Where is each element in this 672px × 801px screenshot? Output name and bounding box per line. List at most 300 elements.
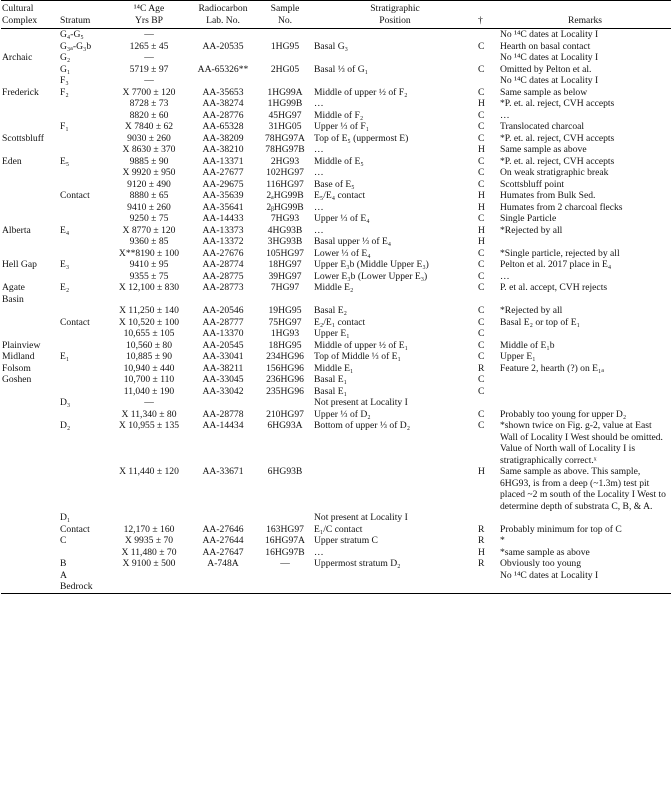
cell-stratum bbox=[59, 248, 109, 260]
cell-age: 9410 ± 95 bbox=[129, 259, 169, 270]
cell-stratigraphic-position: Middle E₂ bbox=[314, 282, 354, 293]
table-row bbox=[1, 558, 671, 570]
table-row bbox=[1, 144, 671, 156]
cell-remarks: *Rejected by all bbox=[500, 224, 563, 236]
cell-stratum bbox=[59, 167, 109, 179]
cell-stratigraphic-position: Middle E₁ bbox=[314, 362, 354, 374]
cell-stratum bbox=[59, 386, 109, 398]
cell-cultural-complex: Basin bbox=[2, 293, 24, 305]
cell-cultural-complex bbox=[1, 409, 59, 421]
cell-stratigraphic-position: Basal E₁ bbox=[314, 385, 347, 397]
cell-remarks: Probably minimum for top of C bbox=[500, 523, 622, 535]
cell-stratum: D₁ bbox=[60, 512, 71, 523]
table-row bbox=[1, 409, 671, 421]
cell-remarks: Humates from Bulk Sed. bbox=[500, 190, 596, 201]
cell-lab-no bbox=[189, 397, 257, 409]
cell-remarks: Upper E₁ bbox=[500, 351, 536, 362]
cell-sample-no: 4HG93B bbox=[267, 224, 303, 236]
cell-stratum: Contact bbox=[60, 190, 90, 201]
cell-remarks bbox=[499, 236, 671, 248]
cell-stratigraphic-position: Upper ⅓ of E₄ bbox=[314, 213, 370, 224]
table-row bbox=[1, 236, 671, 248]
cell-sample-no: 6HG93B bbox=[267, 466, 303, 477]
cell-remarks bbox=[499, 374, 671, 386]
cell-stratigraphic-position: Uppermost stratum D₂ bbox=[314, 558, 401, 569]
table-row bbox=[1, 41, 671, 53]
table-row bbox=[1, 317, 671, 329]
table-row bbox=[1, 179, 671, 191]
cell-dagger: C bbox=[478, 408, 485, 420]
cell-lab-no: AA-28777 bbox=[202, 316, 244, 328]
cell-cultural-complex: Agate bbox=[2, 282, 25, 293]
table-row bbox=[1, 547, 671, 559]
cell-cultural-complex bbox=[1, 558, 59, 570]
cell-age: X 10,955 ± 135 bbox=[118, 420, 180, 431]
col-stratum: Stratum bbox=[59, 1, 109, 29]
cell-stratum: E₁ bbox=[60, 351, 70, 362]
table-row bbox=[1, 512, 671, 524]
cell-stratum bbox=[59, 340, 109, 352]
cell-lab-no: AA-27647 bbox=[202, 546, 244, 558]
cell-sample-no bbox=[257, 581, 313, 593]
col-age: ¹⁴C Age Yrs BP bbox=[109, 1, 189, 29]
cell-cultural-complex: Frederick bbox=[2, 86, 39, 98]
cell-dagger: C bbox=[478, 167, 485, 178]
cell-dagger: R bbox=[478, 362, 485, 374]
cell-remarks: Middle of E₁b bbox=[500, 339, 555, 351]
cell-lab-no bbox=[189, 75, 257, 87]
cell-lab-no: AA-14433 bbox=[202, 213, 244, 224]
cell-age: X 11,340 ± 80 bbox=[121, 408, 177, 420]
cell-dagger: C bbox=[478, 374, 485, 385]
cell-sample-no: 105HG97 bbox=[266, 247, 304, 259]
cell-dagger: R bbox=[478, 558, 485, 569]
table-row bbox=[1, 156, 671, 168]
cell-dagger bbox=[477, 294, 499, 306]
cell-cultural-complex bbox=[1, 41, 59, 53]
cell-stratigraphic-position: Basal E₂ bbox=[314, 305, 347, 316]
cell-lab-no: AA-33041 bbox=[202, 351, 244, 362]
table-row bbox=[1, 167, 671, 179]
cell-dagger: C bbox=[478, 247, 485, 259]
cell-dagger bbox=[477, 512, 499, 524]
col-dagger: † bbox=[477, 1, 499, 29]
cell-lab-no: AA-20545 bbox=[202, 339, 244, 351]
cell-age: X 9100 ± 500 bbox=[122, 558, 176, 569]
cell-stratum bbox=[59, 547, 109, 559]
radiocarbon-table bbox=[1, 0, 671, 594]
cell-cultural-complex bbox=[1, 121, 59, 133]
cell-sample-no: 18HG95 bbox=[268, 339, 302, 351]
cell-remarks bbox=[499, 397, 671, 409]
cell-stratum: E₄ bbox=[60, 224, 70, 236]
table-row bbox=[1, 75, 671, 87]
cell-lab-no: AA-35639 bbox=[202, 190, 244, 201]
cell-cultural-complex bbox=[1, 75, 59, 87]
cell-sample-no: 16HG97B bbox=[265, 546, 305, 558]
cell-stratigraphic-position: … bbox=[314, 224, 324, 236]
cell-age: 9410 ± 260 bbox=[127, 201, 171, 213]
cell-stratum bbox=[59, 294, 109, 306]
cell-remarks: Translocated charcoal bbox=[500, 121, 585, 132]
cell-remarks bbox=[499, 512, 671, 524]
cell-remarks bbox=[499, 294, 671, 306]
cell-stratigraphic-position: Top of Middle ⅓ of E₁ bbox=[314, 351, 401, 362]
cell-remarks: *same sample as above bbox=[500, 546, 590, 558]
cell-remarks: *Single particle, rejected by all bbox=[500, 247, 620, 259]
cell-stratigraphic-position: Not present at Locality I bbox=[314, 512, 408, 523]
cell-cultural-complex bbox=[1, 271, 59, 283]
cell-sample-no: 75HG97 bbox=[268, 316, 302, 328]
table-row bbox=[1, 581, 671, 593]
cell-age: 10,940 ± 440 bbox=[123, 362, 175, 374]
cell-cultural-complex bbox=[1, 305, 59, 317]
cell-sample-no: 7HG93 bbox=[270, 213, 300, 224]
cell-lab-no: AA-38209 bbox=[202, 132, 244, 144]
cell-stratum: Contact bbox=[60, 523, 90, 535]
cell-sample-no: 102HG97 bbox=[266, 167, 304, 178]
cell-stratum bbox=[59, 144, 109, 156]
cell-stratum bbox=[59, 110, 109, 122]
cell-lab-no: AA-13370 bbox=[202, 328, 244, 339]
cell-age: X 12,100 ± 830 bbox=[118, 282, 180, 293]
cell-lab-no: AA-20535 bbox=[202, 40, 244, 52]
cell-stratigraphic-position: Upper ⅓ of D₂ bbox=[314, 408, 371, 420]
table-row bbox=[1, 535, 671, 547]
cell-age bbox=[109, 294, 189, 306]
cell-remarks: *P. et. al. reject, CVH accepts bbox=[500, 132, 615, 144]
cell-stratum bbox=[59, 271, 109, 283]
cell-cultural-complex bbox=[1, 466, 59, 512]
cell-cultural-complex bbox=[1, 167, 59, 179]
cell-stratigraphic-position: E₅/E₄ contact bbox=[314, 190, 366, 201]
table-row bbox=[1, 524, 671, 536]
cell-lab-no: AA-33671 bbox=[202, 466, 244, 477]
cell-dagger: H bbox=[478, 224, 485, 236]
cell-remarks: Hearth on basal contact bbox=[500, 40, 591, 52]
table-row bbox=[1, 87, 671, 99]
cell-lab-no: AA-29675 bbox=[202, 178, 244, 190]
cell-age: X 7700 ± 120 bbox=[122, 86, 176, 98]
cell-remarks bbox=[499, 581, 671, 593]
cell-age: X 9935 ± 70 bbox=[124, 535, 174, 546]
cell-stratum: E₃ bbox=[60, 259, 70, 270]
cell-remarks: Same sample as below bbox=[500, 86, 588, 98]
cell-remarks: Single Particle bbox=[500, 213, 557, 224]
cell-dagger: C bbox=[478, 121, 485, 132]
cell-dagger: C bbox=[478, 351, 485, 362]
table-row bbox=[1, 133, 671, 145]
cell-stratigraphic-position bbox=[313, 52, 477, 64]
cell-cultural-complex bbox=[1, 581, 59, 593]
cell-cultural-complex bbox=[1, 512, 59, 524]
table-row bbox=[1, 328, 671, 340]
cell-age bbox=[109, 581, 189, 593]
cell-sample-no: 2ₐHG99B bbox=[266, 190, 304, 201]
cell-remarks: … bbox=[500, 270, 510, 282]
cell-dagger: C bbox=[478, 339, 485, 351]
cell-stratum: G₄-G₅ bbox=[60, 29, 84, 40]
cell-age: X 11,480 ± 70 bbox=[121, 546, 177, 558]
cell-dagger bbox=[477, 75, 499, 87]
cell-lab-no: AA-27676 bbox=[202, 247, 244, 259]
cell-dagger: C bbox=[478, 420, 485, 431]
cell-stratum bbox=[59, 466, 109, 512]
table-row bbox=[1, 225, 671, 237]
cell-stratum bbox=[59, 409, 109, 421]
cell-remarks: Same sample as above. This sample, 6HG93, is from a deep (~1.3m) test pit placed ~2 m south of the Locality I West to determine depth of substrata C, B, & A. bbox=[500, 466, 666, 512]
cell-remarks: Omitted by Pelton et al. bbox=[500, 63, 592, 75]
table-header bbox=[1, 1, 671, 29]
cell-cultural-complex bbox=[1, 248, 59, 260]
cell-lab-no: AA-38274 bbox=[202, 98, 244, 109]
cell-lab-no: AA-13371 bbox=[202, 155, 244, 167]
cell-age: 12,170 ± 160 bbox=[123, 523, 175, 535]
cell-stratigraphic-position: Middle of upper ½ of F₂ bbox=[314, 86, 408, 98]
cell-age: 5719 ± 97 bbox=[129, 63, 169, 75]
cell-stratigraphic-position: … bbox=[314, 167, 324, 178]
cell-cultural-complex bbox=[1, 386, 59, 398]
cell-age: — bbox=[144, 75, 154, 86]
cell-dagger: H bbox=[478, 190, 485, 201]
cell-lab-no: AA-28775 bbox=[202, 270, 244, 282]
col-cultural-complex: Cultural Complex bbox=[1, 1, 59, 29]
cell-stratigraphic-position bbox=[313, 75, 477, 87]
cell-lab-no: AA-27677 bbox=[202, 167, 244, 178]
cell-dagger: C bbox=[478, 155, 485, 167]
cell-sample-no bbox=[257, 75, 313, 87]
cell-stratum: D₃ bbox=[60, 397, 71, 408]
cell-dagger: C bbox=[478, 40, 485, 52]
cell-lab-no bbox=[189, 52, 257, 64]
cell-age: X 7840 ± 62 bbox=[124, 121, 174, 132]
cell-cultural-complex: Folsom bbox=[2, 362, 31, 374]
cell-remarks: P. et al. accept, CVH rejects bbox=[500, 282, 608, 293]
cell-age: 10,560 ± 80 bbox=[125, 339, 173, 351]
cell-lab-no: AA-35641 bbox=[202, 201, 244, 213]
cell-age: X 8770 ± 120 bbox=[122, 224, 176, 236]
cell-stratigraphic-position: … bbox=[314, 201, 324, 213]
cell-sample-no: 45HG97 bbox=[268, 109, 302, 121]
cell-stratigraphic-position: Middle of E₅ bbox=[314, 155, 364, 167]
cell-stratum bbox=[59, 179, 109, 191]
cell-stratum: G₁ bbox=[60, 63, 71, 75]
cell-stratum: Bedrock bbox=[59, 581, 109, 593]
cell-sample-no bbox=[257, 570, 313, 582]
cell-age: 10,700 ± 110 bbox=[123, 374, 175, 385]
cell-age: X 9920 ± 950 bbox=[122, 167, 176, 178]
cell-stratigraphic-position: Basal E₁ bbox=[314, 374, 347, 385]
cell-dagger: C bbox=[478, 305, 485, 316]
table-row bbox=[1, 121, 671, 133]
cell-stratigraphic-position: Upper ⅓ of F₁ bbox=[314, 121, 370, 132]
cell-cultural-complex bbox=[1, 420, 59, 466]
table-row bbox=[1, 466, 671, 512]
table-row bbox=[1, 363, 671, 375]
cell-stratum: E₂ bbox=[60, 282, 70, 293]
cell-remarks: Feature 2, hearth (?) on E₁ₐ bbox=[500, 362, 604, 374]
cell-sample-no: 78HG97A bbox=[265, 132, 305, 144]
cell-stratum bbox=[59, 328, 109, 340]
table-row bbox=[1, 305, 671, 317]
cell-cultural-complex: Plainview bbox=[2, 339, 41, 351]
table-row bbox=[1, 259, 671, 271]
cell-sample-no: 3HG93B bbox=[267, 236, 303, 247]
cell-dagger: C bbox=[478, 132, 485, 144]
cell-cultural-complex bbox=[1, 110, 59, 122]
cell-dagger bbox=[477, 52, 499, 64]
cell-cultural-complex bbox=[1, 213, 59, 225]
col-sample-no: Sample No. bbox=[257, 1, 313, 29]
cell-age: X**8190 ± 100 bbox=[118, 247, 180, 259]
cell-cultural-complex bbox=[1, 64, 59, 76]
cell-lab-no: AA-33042 bbox=[202, 385, 244, 397]
cell-stratigraphic-position: … bbox=[314, 546, 324, 558]
cell-lab-no: AA-13372 bbox=[202, 236, 244, 247]
cell-remarks: Obviously too young bbox=[500, 558, 582, 569]
cell-cultural-complex bbox=[1, 328, 59, 340]
cell-cultural-complex: Hell Gap bbox=[2, 259, 37, 270]
cell-sample-no: 16HG97A bbox=[265, 535, 305, 546]
cell-stratigraphic-position: Upper stratum C bbox=[314, 535, 378, 546]
cell-age: — bbox=[144, 397, 154, 408]
cell-dagger: H bbox=[478, 98, 485, 109]
cell-age: 8820 ± 60 bbox=[129, 109, 169, 121]
cell-stratigraphic-position bbox=[313, 466, 477, 512]
header-row bbox=[1, 1, 671, 29]
cell-sample-no bbox=[257, 52, 313, 64]
cell-age: X 11,440 ± 120 bbox=[119, 466, 179, 477]
cell-stratum: F₂ bbox=[60, 86, 69, 98]
cell-remarks: Same sample as above bbox=[500, 144, 587, 155]
cell-sample-no: 156HG96 bbox=[266, 362, 304, 374]
cell-stratigraphic-position: E₂/E₁ contact bbox=[314, 316, 366, 328]
cell-remarks: Probably too young for upper D₂ bbox=[500, 408, 627, 420]
table-row bbox=[1, 64, 671, 76]
table-row bbox=[1, 190, 671, 202]
cell-age: — bbox=[144, 52, 154, 63]
cell-cultural-complex bbox=[1, 144, 59, 156]
cell-lab-no: AA-28773 bbox=[202, 282, 244, 293]
cell-remarks: *shown twice on Fig. g-2, value at East Wall of Locality I West should be omitted. Value of North wall of Locality I is stratigraphically correct.ˣ bbox=[500, 420, 663, 466]
cell-cultural-complex bbox=[1, 179, 59, 191]
cell-age bbox=[109, 512, 189, 524]
cell-remarks: … bbox=[500, 109, 510, 121]
cell-age: X 11,250 ± 140 bbox=[119, 305, 179, 316]
cell-sample-no: 2HG93 bbox=[270, 155, 300, 167]
cell-stratum: A bbox=[60, 569, 67, 581]
cell-remarks: * bbox=[500, 535, 505, 546]
cell-dagger: R bbox=[478, 535, 485, 546]
cell-cultural-complex bbox=[1, 547, 59, 559]
cell-stratigraphic-position: Basal ⅓ of G₁ bbox=[314, 63, 368, 75]
cell-stratigraphic-position: Middle of upper ½ of E₁ bbox=[314, 339, 408, 351]
cell-stratum bbox=[59, 202, 109, 214]
cell-dagger: C bbox=[478, 178, 485, 190]
cell-lab-no: AA-27646 bbox=[202, 523, 244, 535]
cell-sample-no bbox=[257, 294, 313, 306]
cell-dagger: C bbox=[478, 109, 485, 121]
cell-remarks: Humates from 2 charcoal flecks bbox=[500, 201, 623, 213]
cell-stratum: Contact bbox=[60, 316, 90, 328]
cell-cultural-complex: Scottsbluff bbox=[2, 132, 44, 144]
cell-cultural-complex: Archaic bbox=[2, 52, 33, 63]
cell-sample-no: 2HG05 bbox=[270, 63, 300, 75]
cell-cultural-complex bbox=[1, 190, 59, 202]
cell-dagger bbox=[477, 29, 499, 41]
cell-cultural-complex: Midland bbox=[2, 351, 35, 362]
cell-cultural-complex bbox=[1, 29, 59, 41]
cell-lab-no: AA-28774 bbox=[202, 259, 244, 270]
table-row bbox=[1, 386, 671, 398]
cell-age: 10,885 ± 90 bbox=[125, 351, 173, 362]
cell-age: 9885 ± 90 bbox=[129, 155, 169, 167]
cell-sample-no: — bbox=[280, 558, 290, 569]
cell-stratum bbox=[59, 236, 109, 248]
col-stratigraphic-position: Stratigraphic Position bbox=[313, 1, 477, 29]
cell-dagger: H bbox=[478, 466, 485, 477]
cell-lab-no: AA-13373 bbox=[202, 224, 244, 236]
cell-dagger: H bbox=[478, 201, 485, 213]
cell-cultural-complex bbox=[1, 317, 59, 329]
cell-age: 11,040 ± 190 bbox=[123, 385, 175, 397]
cell-stratigraphic-position: Upper E₁ bbox=[314, 328, 350, 339]
cell-stratigraphic-position: … bbox=[314, 144, 324, 155]
cell-sample-no bbox=[257, 397, 313, 409]
cell-dagger: C bbox=[478, 63, 485, 75]
cell-stratum bbox=[59, 133, 109, 145]
cell-stratigraphic-position bbox=[313, 570, 477, 582]
cell-cultural-complex bbox=[1, 570, 59, 582]
table-row bbox=[1, 570, 671, 582]
cell-stratigraphic-position: Lower E₃b (Lower Upper E₃) bbox=[314, 270, 428, 282]
cell-stratum bbox=[59, 305, 109, 317]
cell-age: 10,655 ± 105 bbox=[123, 328, 175, 339]
cell-dagger: C bbox=[478, 270, 485, 282]
table-row bbox=[1, 351, 671, 363]
cell-stratum: D₂ bbox=[60, 420, 71, 431]
table-row bbox=[1, 282, 671, 294]
cell-lab-no bbox=[189, 512, 257, 524]
cell-cultural-complex bbox=[1, 535, 59, 547]
cell-lab-no: AA-27644 bbox=[202, 535, 244, 546]
cell-stratigraphic-position: Bottom of upper ⅓ of D₂ bbox=[314, 420, 411, 431]
table-row bbox=[1, 202, 671, 214]
cell-remarks: *P. et. al. reject, CVH accepts bbox=[500, 98, 615, 109]
cell-lab-no: AA-38210 bbox=[202, 144, 244, 155]
cell-stratigraphic-position bbox=[313, 294, 477, 306]
cell-remarks: Scottsbluff point bbox=[500, 178, 565, 190]
cell-age: 9250 ± 75 bbox=[129, 213, 169, 224]
cell-sample-no: 1HG99A bbox=[267, 86, 303, 98]
cell-stratum bbox=[59, 98, 109, 110]
cell-lab-no: AA-33045 bbox=[202, 374, 244, 385]
cell-age: X 10,520 ± 100 bbox=[118, 316, 180, 328]
cell-remarks: No ¹⁴C dates at Locality I bbox=[500, 569, 599, 581]
table-row bbox=[1, 420, 671, 466]
cell-dagger bbox=[477, 397, 499, 409]
table-row bbox=[1, 397, 671, 409]
cell-cultural-complex bbox=[1, 98, 59, 110]
cell-lab-no: A-748A bbox=[207, 558, 239, 569]
cell-lab-no: AA-20546 bbox=[202, 305, 244, 316]
cell-sample-no: 7HG97 bbox=[270, 282, 300, 293]
cell-lab-no: AA-14434 bbox=[202, 420, 244, 431]
col-remarks: Remarks bbox=[499, 1, 671, 29]
cell-dagger: C bbox=[478, 86, 485, 98]
cell-age: 9030 ± 260 bbox=[127, 132, 171, 144]
cell-sample-no: 6HG93A bbox=[267, 420, 303, 431]
